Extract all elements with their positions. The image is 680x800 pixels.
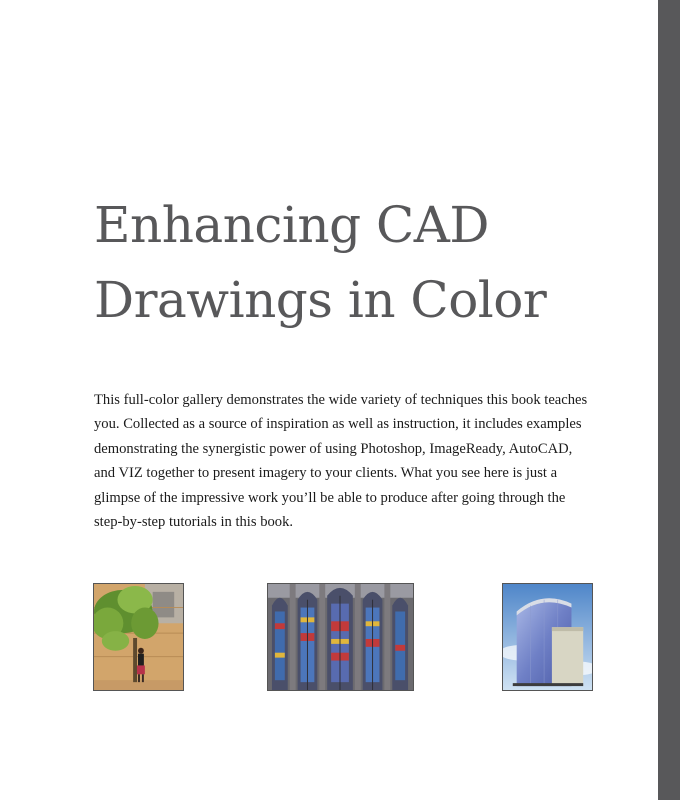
tree-woman-facade-image — [93, 583, 184, 691]
intro-line-3: demonstrating the synergistic power of using Photoshop, ImageReady, AutoCAD, — [94, 440, 573, 457]
intro-line-4: and VIZ together to present imagery to your clients. What you see here is just a — [94, 465, 558, 482]
intro-line-1: This full-color gallery demonstrates the wide variety of techniques this book teaches — [94, 392, 588, 408]
intro-line-5: glimpse of the impressive work you’ll be able to produce after going through the — [94, 489, 566, 506]
intro-line-6: step-by-step tutorials in this book. — [94, 514, 294, 531]
intro-paragraph — [94, 388, 594, 534]
title-line-2: Drawings in Color — [94, 271, 547, 329]
glass-tower-image — [502, 583, 593, 691]
stained-glass-cathedral-image — [267, 583, 414, 691]
page-title — [94, 188, 634, 338]
intro-line-2: you. Collected as a source of inspiration as well as instruction, it includes examples — [94, 416, 582, 433]
title-line-1: Enhancing CAD — [94, 196, 489, 254]
page-edge-bar — [658, 0, 680, 800]
